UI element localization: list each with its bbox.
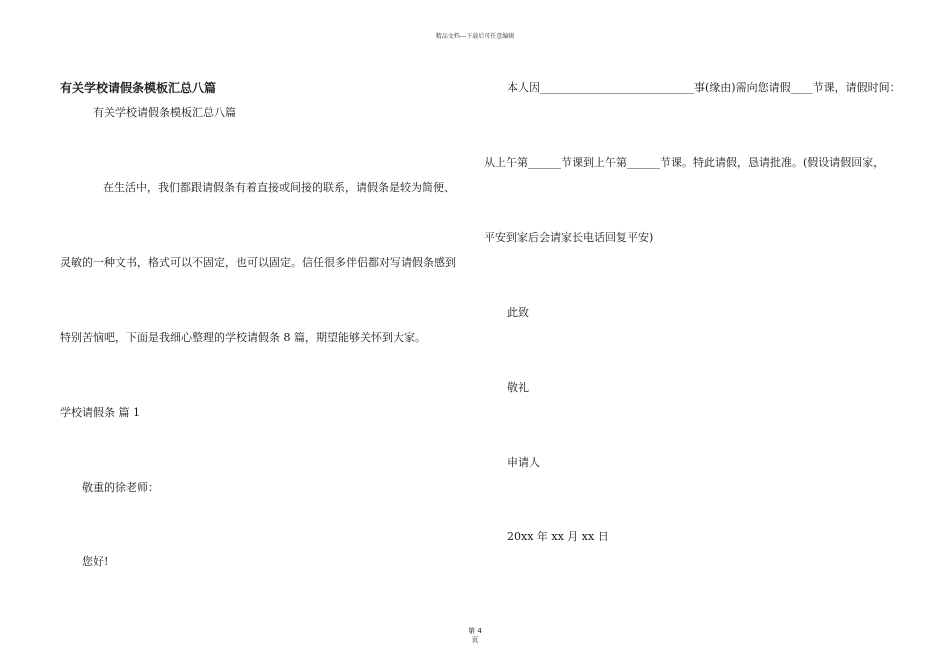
page-number-suffix: 页	[471, 636, 479, 644]
section-heading: 学校请假条 篇 1	[60, 406, 140, 419]
page-number: 第 4	[468, 627, 482, 635]
intro-paragraph-line-1: 在生活中，我们都跟请假条有着直接或间接的联系，请假条是较为简便、	[103, 181, 455, 194]
document-subtitle: 有关学校请假条模板汇总八篇	[93, 106, 236, 119]
leave-request-line-2: 从上午第______节课到上午第______节课。特此请假，恳请批准。(假设请假回家，	[484, 156, 885, 169]
intro-paragraph-line-2: 灵敏的一种文书，格式可以不固定，也可以固定。信任很多伴侣都对写请假条感到	[60, 256, 456, 269]
document-title: 有关学校请假条模板汇总八篇	[60, 81, 217, 95]
header-note: 精品文档---下载后可任意编辑	[435, 33, 515, 40]
applicant-label: 申请人	[507, 456, 540, 469]
intro-paragraph-line-3: 特别苦恼吧，下面是我细心整理的学校请假条 8 篇，期望能够关怀到大家。	[60, 331, 426, 344]
leave-request-line-1: 本人因____________________________事(缘由)需向您请假____节课，请假时间：	[507, 81, 901, 94]
salutation: 敬重的徐老师：	[82, 481, 159, 494]
closing-regards: 敬礼	[507, 381, 529, 394]
greeting: 您好!	[82, 555, 109, 568]
date-line: 20xx 年 xx 月 xx 日	[507, 530, 609, 543]
leave-request-line-3: 平安到家后会请家长电话回复平安)	[484, 231, 654, 244]
closing-salutation: 此致	[507, 306, 529, 319]
